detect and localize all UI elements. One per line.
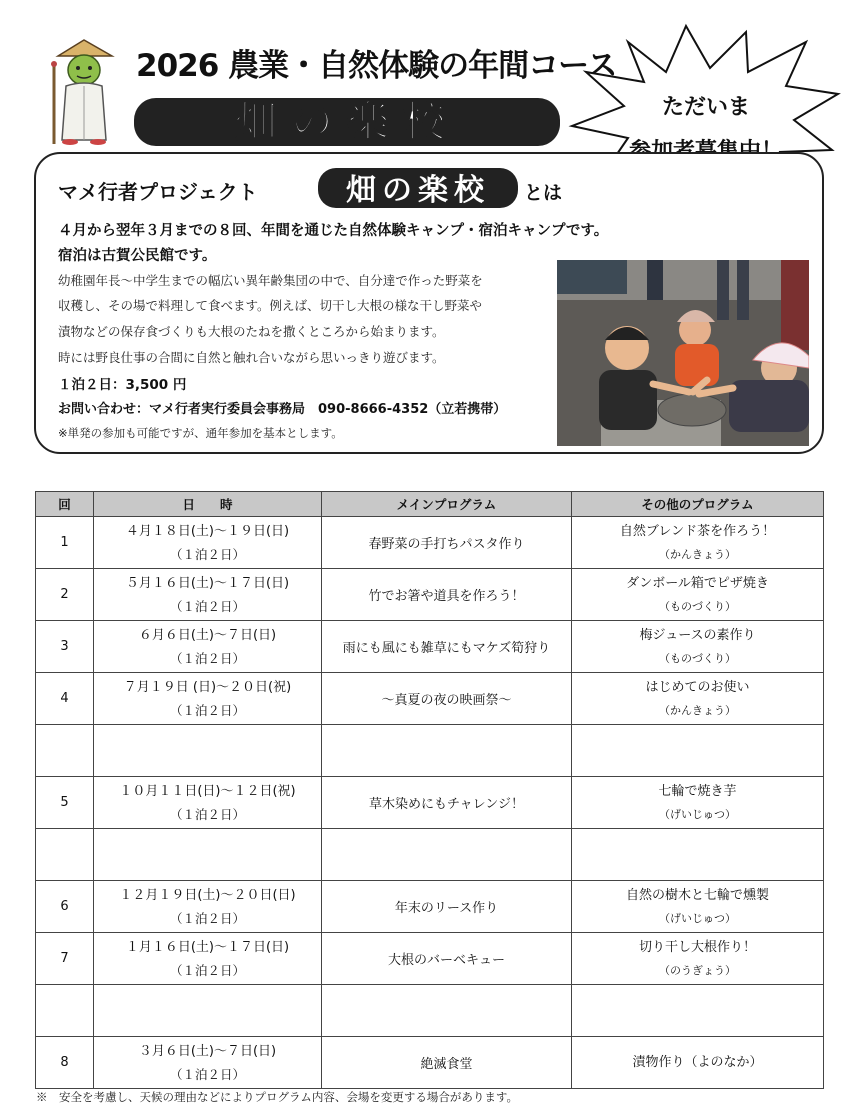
other-program-category: （のうぎょう） xyxy=(659,963,736,977)
stay-text: （１泊２日） xyxy=(169,1066,245,1082)
contact: お問い合わせ：マメ行者実行委員会事務局 090-8666-4352（立若携帯） xyxy=(58,402,507,417)
other-program-cell xyxy=(572,569,824,621)
round-number xyxy=(36,985,94,1037)
date-text: ６月６日(土)～７日(日) xyxy=(138,627,277,643)
header-main-program: メインプログラム xyxy=(322,492,572,517)
round-number: 6 xyxy=(36,881,94,933)
date-text: ５月１６日(土)～１７日(日) xyxy=(125,575,290,591)
intro-desc-2: 収穫し、その場で料理して食べます。例えば、切干し大根の様な干し野菜や xyxy=(58,298,483,313)
other-program-cell xyxy=(572,985,824,1037)
date-cell xyxy=(94,777,322,829)
project-name: マメ行者プロジェクト xyxy=(58,180,258,204)
intro-summary: ４月から翌年３月までの８回、年間を通じた自然体験キャンプ・宿泊キャンプです。 xyxy=(58,223,609,239)
other-program-category: （げいじゅつ） xyxy=(659,807,736,821)
other-program-cell xyxy=(572,777,824,829)
stay-text: （１泊２日） xyxy=(169,910,245,926)
table-header-row xyxy=(36,492,824,517)
date-text: ７月１９日 (日)～２０日(祝) xyxy=(123,679,292,695)
table-row xyxy=(36,985,824,1037)
intro-lodging: 宿泊は古賀公民館です。 xyxy=(58,248,217,264)
date-cell xyxy=(94,673,322,725)
mascot-illustration xyxy=(44,36,124,148)
main-program-cell: 雨にも風にも雑草にもマケズ筍狩り xyxy=(322,621,572,673)
main-program-cell xyxy=(322,985,572,1037)
project-suffix: とは xyxy=(524,182,563,204)
round-number xyxy=(36,829,94,881)
date-cell xyxy=(94,985,322,1037)
stay-text: （１泊２日） xyxy=(169,598,245,614)
table-row xyxy=(36,1037,824,1089)
burst-line-1: ただいま xyxy=(661,95,751,120)
page-title: 2026 農業・自然体験の年間コース xyxy=(136,48,617,84)
other-program-text: 自然の樹木と七輪で燻製 xyxy=(625,887,769,903)
main-program-cell: 年末のリース作り xyxy=(322,881,572,933)
main-program-cell xyxy=(322,725,572,777)
price: １泊２日：3,500 円 xyxy=(58,377,187,393)
date-cell xyxy=(94,1037,322,1089)
date-text: ４月１８日(土)～１９日(日) xyxy=(125,523,290,539)
children-photo xyxy=(557,260,809,446)
main-program-cell: 絶滅食堂 xyxy=(322,1037,572,1089)
table-row xyxy=(36,777,824,829)
date-cell xyxy=(94,621,322,673)
table-row xyxy=(36,673,824,725)
other-program-text: 切り干し大根作り！ xyxy=(638,939,756,955)
other-program-cell xyxy=(572,829,824,881)
intro-desc-3: 漬物などの保存食づくりも大根のたねを撒くところから始まります。 xyxy=(58,324,445,339)
date-cell xyxy=(94,517,322,569)
round-number: 1 xyxy=(36,517,94,569)
round-number: 7 xyxy=(36,933,94,985)
other-program-cell xyxy=(572,881,824,933)
school-logo-small xyxy=(316,164,520,212)
intro-desc-4: 時には野良仕事の合間に自然と触れ合いながら思いっきり遊びます。 xyxy=(58,350,445,365)
main-program-cell: 草木染めにもチャレンジ！ xyxy=(322,777,572,829)
other-program-cell xyxy=(572,933,824,985)
table-row xyxy=(36,517,824,569)
main-program-cell: 大根のバーベキュー xyxy=(322,933,572,985)
other-program-cell xyxy=(572,621,824,673)
round-number: 4 xyxy=(36,673,94,725)
date-text: １月１６日(土)～１７日(日) xyxy=(125,939,290,955)
round-number xyxy=(36,725,94,777)
intro-desc-1: 幼稚園年長～中学生までの幅広い異年齢集団の中で、自分達で作った野菜を xyxy=(58,273,483,288)
other-program-cell xyxy=(572,517,824,569)
schedule-table xyxy=(35,491,824,1089)
other-program-category: （かんきょう） xyxy=(659,703,736,717)
main-program-cell xyxy=(322,829,572,881)
other-program-category: （ものづくり） xyxy=(659,599,736,613)
table-row xyxy=(36,829,824,881)
date-cell xyxy=(94,829,322,881)
table-row xyxy=(36,725,824,777)
round-number: 3 xyxy=(36,621,94,673)
school-logo-text: 畑の楽校 xyxy=(234,97,460,146)
stay-text: （１泊２日） xyxy=(169,962,245,978)
other-program-text: 漬物作り（よのなか） xyxy=(632,1054,763,1070)
main-program-cell: 竹でお箸や道具を作ろう！ xyxy=(322,569,572,621)
header-other-program: その他のプログラム xyxy=(572,492,824,517)
main-program-cell: ～真夏の夜の映画祭～ xyxy=(322,673,572,725)
header-round: 回 xyxy=(36,492,94,517)
participation-note: ※単発の参加も可能ですが、通年参加を基本とします。 xyxy=(58,426,343,440)
table-row xyxy=(36,933,824,985)
stay-text: （１泊２日） xyxy=(169,702,245,718)
round-number: 8 xyxy=(36,1037,94,1089)
school-logo-small-text: 畑の楽校 xyxy=(346,173,490,208)
date-text: １２月１９日(土)～２０日(日) xyxy=(119,887,296,903)
other-program-text: 七輪で焼き芋 xyxy=(658,783,737,799)
school-logo xyxy=(132,90,562,150)
date-text: １０月１１日(日)～１２日(祝) xyxy=(119,783,296,799)
date-cell xyxy=(94,569,322,621)
round-number: 2 xyxy=(36,569,94,621)
other-program-category: （ものづくり） xyxy=(659,651,736,665)
table-row xyxy=(36,621,824,673)
date-text: ３月６日(土)～７日(日) xyxy=(138,1043,277,1059)
other-program-text: ダンボール箱でピザ焼き xyxy=(626,575,769,591)
table-row xyxy=(36,881,824,933)
footer-note: ※ 安全を考慮し、天候の理由などによりプログラム内容、会場を変更する場合があります。 xyxy=(36,1090,518,1104)
round-number: 5 xyxy=(36,777,94,829)
other-program-category: （かんきょう） xyxy=(659,547,736,561)
other-program-text: はじめてのお使い xyxy=(645,679,750,695)
other-program-text: 自然ブレンド茶を作ろう！ xyxy=(619,523,776,539)
header-date: 日 時 xyxy=(94,492,322,517)
table-row xyxy=(36,569,824,621)
other-program-cell xyxy=(572,1037,824,1089)
stay-text: （１泊２日） xyxy=(169,650,245,666)
other-program-text: 梅ジュースの素作り xyxy=(639,627,756,643)
other-program-category: （げいじゅつ） xyxy=(659,911,736,925)
date-cell xyxy=(94,725,322,777)
stay-text: （１泊２日） xyxy=(169,806,245,822)
stay-text: （１泊２日） xyxy=(169,546,245,562)
other-program-cell xyxy=(572,725,824,777)
date-cell xyxy=(94,933,322,985)
date-cell xyxy=(94,881,322,933)
main-program-cell: 春野菜の手打ちパスタ作り xyxy=(322,517,572,569)
other-program-cell xyxy=(572,673,824,725)
